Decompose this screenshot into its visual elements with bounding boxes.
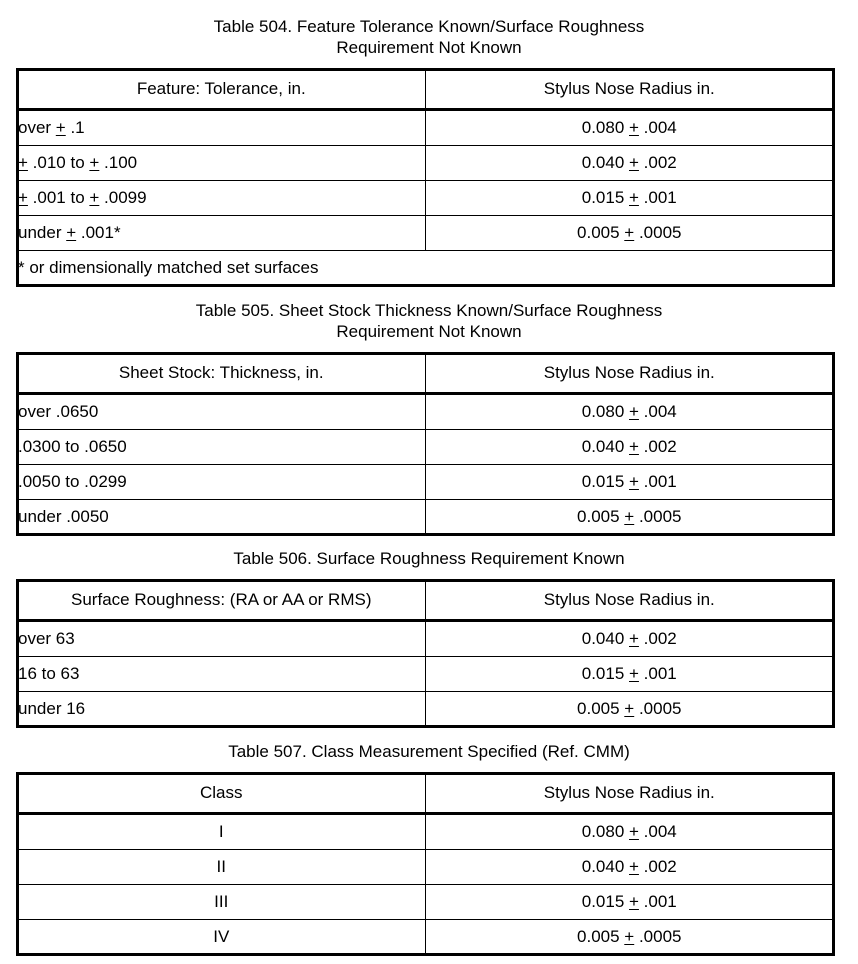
table-row	[18, 181, 833, 216]
class-cell: III	[18, 885, 425, 920]
table-504-caption	[0, 16, 858, 58]
table-507	[18, 774, 833, 954]
column-header-feature-tolerance: Feature: Tolerance, in.	[18, 70, 425, 110]
table-505	[18, 354, 833, 534]
radius-cell: 0.080 + .004	[425, 394, 833, 430]
tolerance-cell: + .010 to + .100	[18, 146, 425, 181]
radius-cell: 0.040 + .002	[425, 850, 833, 885]
table-504-title-line1: Table 504. Feature Tolerance Known/Surface Roughness	[213, 17, 645, 36]
table-header	[18, 70, 833, 110]
table-row	[18, 146, 833, 181]
thickness-cell: over .0650	[18, 394, 425, 430]
table-row	[18, 465, 833, 500]
table-header	[18, 774, 833, 814]
table-506	[18, 581, 833, 726]
column-header-stylus-nose-radius: Stylus Nose Radius in.	[425, 354, 833, 394]
table-row	[18, 920, 833, 955]
table-505-title-line2: Requirement Not Known	[336, 322, 522, 341]
class-cell: II	[18, 850, 425, 885]
tolerance-cell: + .001 to + .0099	[18, 181, 425, 216]
table-row	[18, 500, 833, 535]
table-506-title: Table 506. Surface Roughness Requirement Known	[233, 549, 625, 568]
radius-cell: 0.015 + .001	[425, 885, 833, 920]
table-507-caption	[0, 741, 858, 762]
radius-cell: 0.005 + .0005	[425, 692, 833, 727]
roughness-cell: over 63	[18, 621, 425, 657]
table-header	[18, 581, 833, 621]
table-506-caption	[0, 548, 858, 569]
column-header-stylus-nose-radius: Stylus Nose Radius in.	[425, 581, 833, 621]
table-row	[18, 621, 833, 657]
radius-cell: 0.040 + .002	[425, 146, 833, 181]
radius-cell: 0.015 + .001	[425, 657, 833, 692]
table-505-caption	[0, 300, 858, 342]
tolerance-cell: under + .001*	[18, 216, 425, 251]
column-header-sheet-thickness: Sheet Stock: Thickness, in.	[18, 354, 425, 394]
table-505-title-line1: Table 505. Sheet Stock Thickness Known/Surface Roughness	[195, 301, 663, 320]
table-row	[18, 850, 833, 885]
radius-cell: 0.015 + .001	[425, 465, 833, 500]
tolerance-cell: over + .1	[18, 110, 425, 146]
table-footnote-row	[18, 251, 833, 286]
table-row	[18, 110, 833, 146]
class-cell: I	[18, 814, 425, 850]
table-row	[18, 216, 833, 251]
radius-cell: 0.015 + .001	[425, 181, 833, 216]
radius-cell: 0.080 + .004	[425, 814, 833, 850]
thickness-cell: under .0050	[18, 500, 425, 535]
table-row	[18, 430, 833, 465]
column-header-class: Class	[18, 774, 425, 814]
radius-cell: 0.005 + .0005	[425, 920, 833, 955]
column-header-stylus-nose-radius: Stylus Nose Radius in.	[425, 70, 833, 110]
radius-cell: 0.040 + .002	[425, 430, 833, 465]
thickness-cell: .0300 to .0650	[18, 430, 425, 465]
table-507-title: Table 507. Class Measurement Specified (Ref. CMM)	[228, 742, 630, 761]
table-row	[18, 692, 833, 727]
table-row	[18, 885, 833, 920]
table-row	[18, 814, 833, 850]
column-header-surface-roughness: Surface Roughness: (RA or AA or RMS)	[18, 581, 425, 621]
radius-cell: 0.005 + .0005	[425, 500, 833, 535]
thickness-cell: .0050 to .0299	[18, 465, 425, 500]
table-row	[18, 394, 833, 430]
table-row	[18, 657, 833, 692]
radius-cell: 0.005 + .0005	[425, 216, 833, 251]
radius-cell: 0.040 + .002	[425, 621, 833, 657]
roughness-cell: under 16	[18, 692, 425, 727]
table-footnote: * or dimensionally matched set surfaces	[18, 251, 833, 286]
table-header	[18, 354, 833, 394]
column-header-stylus-nose-radius: Stylus Nose Radius in.	[425, 774, 833, 814]
table-504-title-line2: Requirement Not Known	[336, 38, 522, 57]
radius-cell: 0.080 + .004	[425, 110, 833, 146]
roughness-cell: 16 to 63	[18, 657, 425, 692]
table-504	[18, 70, 833, 285]
class-cell: IV	[18, 920, 425, 955]
